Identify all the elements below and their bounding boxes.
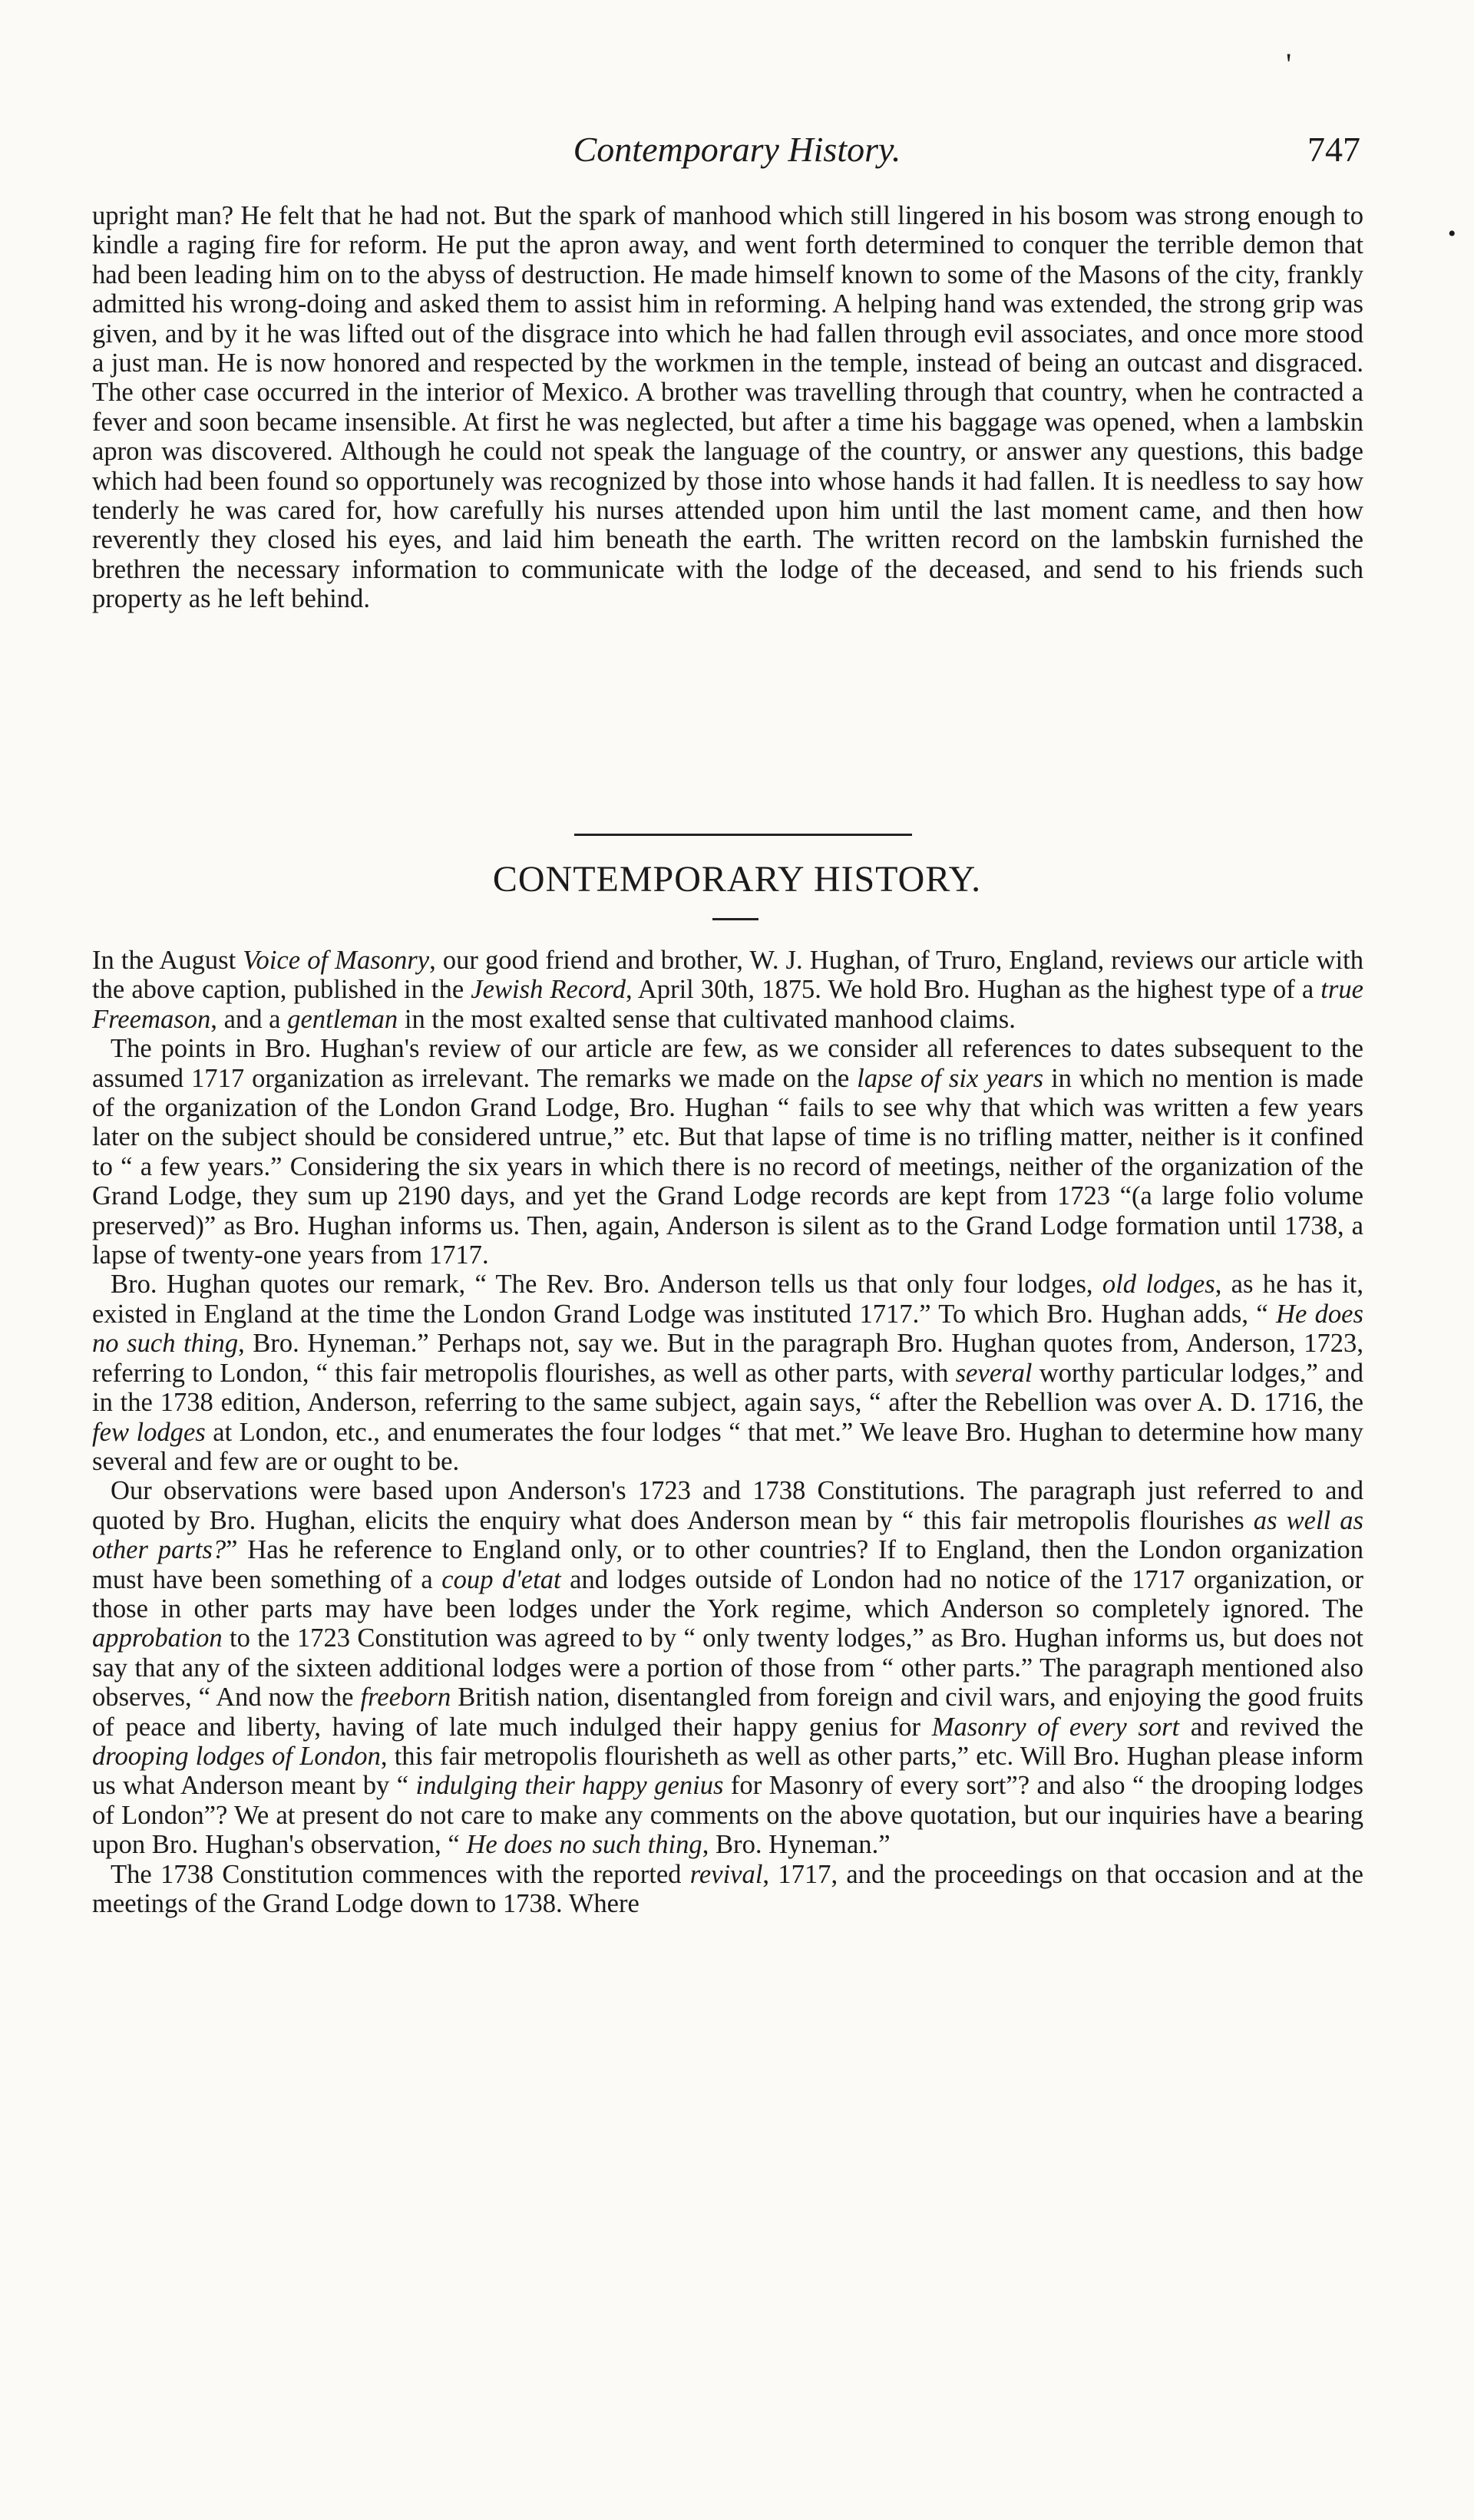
para4-italic-3: approbation [92, 1623, 223, 1653]
para4-italic-7: indulging their happy genius [415, 1771, 724, 1801]
para3-text-4: worthy particular lodges,” and in the 1738 edition, Anderson, referring to the same subject, again says, “ after the Rebellion was over A. D. 1716, the [92, 1358, 1363, 1418]
para4-text-3: and lodges outside of London had no notice of the 1717 organization, or those in other parts may have been lodges under the York regime, which Anderson so completely ignored. The [92, 1564, 1363, 1623]
para3-text-2: , as he has it, existed in England at the time the London Grand Lodge was instituted 1717.” To which Bro. Hughan adds, “ [92, 1270, 1364, 1329]
para1-italic-2: Jewish Record [471, 975, 626, 1005]
para2-text-1: The points in Bro. Hughan's review of our article are few, as we consider all references to dates subsequent to the assumed 1717 organization as irrelevant. The remarks we made on the [92, 1034, 1363, 1093]
para4-text-4: to the 1723 Constitution was agreed to by “ only twenty lodges,” as Bro. Hughan informs us, but does not say that any of the sixteen additional lodges were a portion of those from “ other parts.” The paragraph mentioned also observes, “ And now the [92, 1623, 1363, 1712]
paragraph-5 [92, 1860, 1363, 1919]
para4-text-9: , Bro. Hyneman.” [702, 1830, 891, 1860]
para4-italic-5: Masonry of every sort [931, 1712, 1180, 1742]
paragraph-4 [92, 1476, 1363, 1859]
paragraph-1 [92, 946, 1363, 1034]
para4-text-1: Our observations were based upon Anderson's 1723 and 1738 Constitutions. The paragraph just referred to and quoted by Bro. Hughan, elicits the enquiry what does Anderson mean by “ this fair metropolis flourishes [92, 1476, 1363, 1535]
para3-italic-3: several [955, 1358, 1033, 1388]
para5-text-1: The 1738 Constitution commences with the reported [111, 1859, 690, 1889]
para3-text-3: , Bro. Hyneman.” Perhaps not, say we. But in the paragraph Bro. Hughan quotes from, Anderson, 1723, referring to London, “ this fair metropolis flourishes, as well as other parts, with [92, 1329, 1363, 1388]
para4-text-6: and revived the [1179, 1712, 1363, 1742]
para3-italic-2: He does no such thing [92, 1299, 1363, 1359]
para4-text-2: ” Has he reference to England only, or to other countries? If to England, then the London organization must have been something of a [92, 1535, 1363, 1594]
margin-bullet: • [1448, 221, 1456, 246]
para3-italic-4: few lodges [92, 1417, 206, 1447]
para3-italic-1: old lodges [1102, 1270, 1215, 1300]
para1-text-5: in the most exalted sense that cultivated manhood claims. [398, 1004, 1016, 1034]
para1-text-1: In the August [92, 946, 243, 975]
para1-text-4: , and a [210, 1004, 288, 1034]
running-title: Contemporary History. [573, 130, 901, 169]
para4-italic-6: drooping lodges of London [92, 1741, 381, 1771]
para1-text-3: , April 30th, 1875. We hold Bro. Hughan as the highest type of a [626, 975, 1321, 1005]
para5-text-2: , 1717, and the proceedings on that occasion and at the meetings of the Grand Lodge down to 1738. Where [92, 1859, 1363, 1918]
paragraph-2 [92, 1034, 1363, 1270]
para1-italic-4: gentleman [287, 1004, 398, 1034]
page-header [0, 129, 1474, 190]
para4-text-7: , this fair metropolis flourisheth as well as other parts,” etc. Will Bro. Hughan please inform us what Anderson meant by “ [92, 1741, 1363, 1801]
title-underline-rule [712, 918, 758, 920]
para4-text-8: for Masonry of every sort”? and also “ the drooping lodges of London”? We at present do not care to make any comments on the above quotation, but our inquiries have a bearing upon Bro. Hughan's observation, “ [92, 1771, 1364, 1860]
paragraph-3 [92, 1270, 1363, 1476]
para3-text-5: at London, etc., and enumerates the four lodges “ that met.” We leave Bro. Hughan to determine how many several and few are or ought to be. [92, 1417, 1363, 1476]
para4-text-5: British nation, disentangled from foreign and civil wars, and enjoying the good fruits of peace and liberty, having of late much indulged their happy genius for [92, 1683, 1363, 1742]
section-divider-rule [574, 834, 912, 836]
para3-text-1: Bro. Hughan quotes our remark, “ The Rev. Bro. Anderson tells us that only four lodges, [111, 1270, 1102, 1300]
top-mark: ' [1286, 47, 1292, 81]
intro-text-block [92, 201, 1363, 614]
para1-text-2: , our good friend and brother, W. J. Hughan, of Truro, England, reviews our article with the above caption, published in the [92, 946, 1363, 1005]
para1-italic-1: Voice of Masonry [243, 946, 430, 975]
para2-text-2: in which no mention is made of the organization of the London Grand Lodge, Bro. Hughan “ fails to see why that which was written a few years later on the subject should be considered untrue,” etc. But that lapse of time is no trifling matter, neither is it confined to “ a few years.” Considering the six years in which there is no record of meetings, neither of the organization of the Grand Lodge, they sum up 2190 days, and yet the Grand Lodge records are kept from 1723 “(a large folio volume preserved)” as Bro. Hughan informs us. Then, again, Anderson is silent as to the Grand Lodge formation until 1738, a lapse of twenty-one years from 1717. [92, 1063, 1363, 1270]
para4-italic-8: He does no such thing [466, 1830, 702, 1860]
para4-italic-4: freeborn [360, 1683, 451, 1712]
para5-italic-1: revival [689, 1859, 763, 1889]
para4-italic-2: coup d'etat [441, 1564, 561, 1594]
para2-italic-1: lapse of six years [857, 1063, 1044, 1093]
article-body [92, 946, 1363, 1918]
intro-paragraph: upright man? He felt that he had not. But the spark of manhood which still lingered in his bosom was strong enough to kindle a raging fire for reform. He put the apron away, and went forth determined to conquer the terrible demon that had been leading him on to the abyss of destruction. He made himself known to some of the Masons of the city, frankly admitted his wrong-doing and asked them to assist him in reforming. A helping hand was extended, the strong grip was given, and by it he was lifted out of the disgrace into which he had fallen through evil associates, and once more stood a just man. He is now honored and respected by the workmen in the temple, instead of being an outcast and disgraced. The other case occurred in the interior of Mexico. A brother was travelling through that country, when he contracted a fever and soon became insensible. At first he was neglected, but after a time his baggage was opened, when a lambskin apron was discovered. Although he could not speak the language of the country, or answer any questions, this badge which had been found so opportunely was recognized by those into whose hands it had fallen. It is needless to say how tenderly he was cared for, how carefully his nurses attended upon him until the last moment came, and then how reverently they closed his eyes, and laid him beneath the earth. The written record on the lambskin furnished the brethren the necessary information to communicate with the lodge of the deceased, and send to his friends such property as he left behind. [92, 201, 1363, 614]
page-number: 747 [1307, 130, 1360, 169]
para1-italic-3: true Freemason [92, 975, 1363, 1034]
section-title: CONTEMPORARY HISTORY. [492, 859, 982, 900]
para4-italic-1: as well as other parts? [92, 1505, 1363, 1565]
